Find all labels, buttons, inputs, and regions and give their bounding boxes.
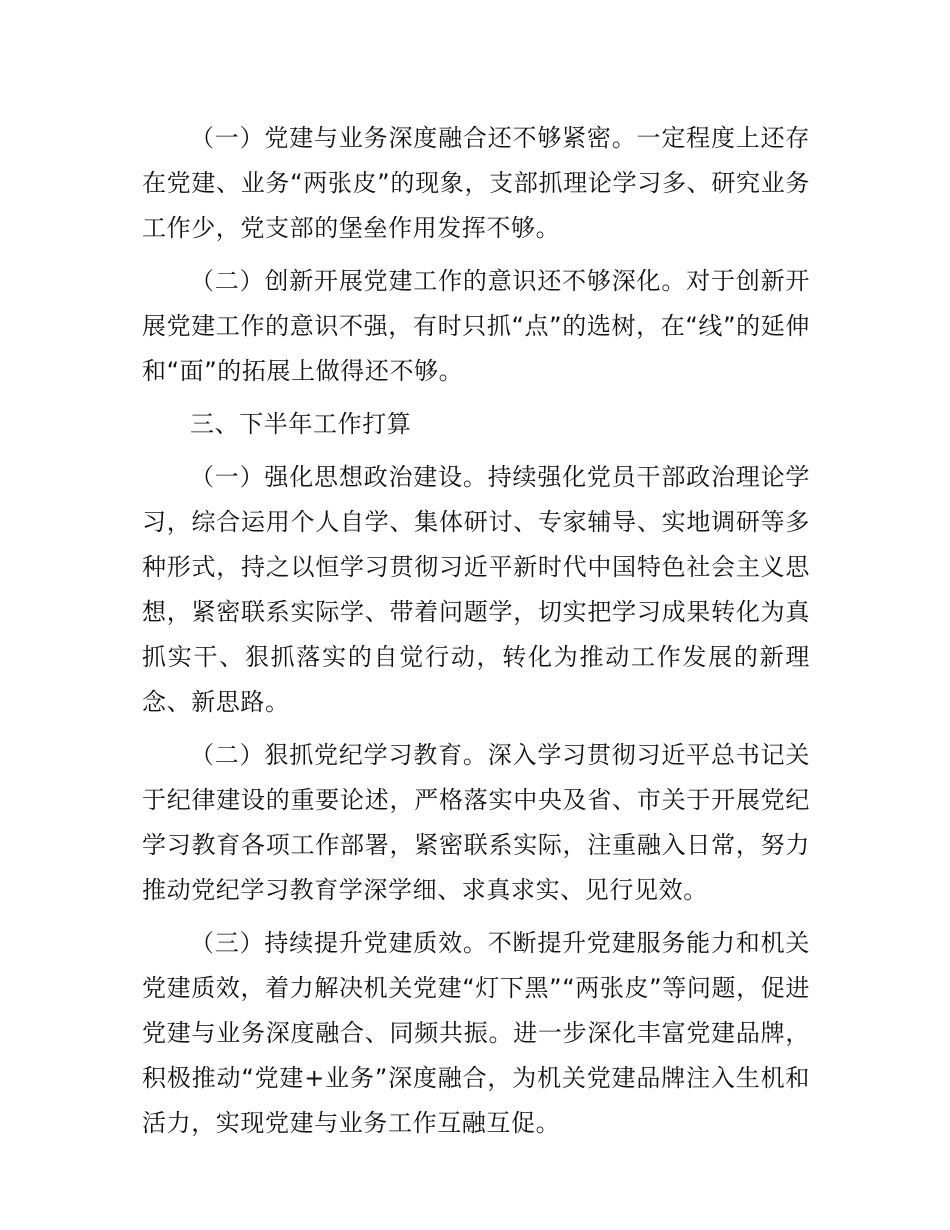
paragraph-innovation-issue: （二）创新开展党建工作的意识还不够深化。对于创新开展党建工作的意识不强，有时只抓“点”的选树，在“线”的延伸和“面”的拓展上做得还不够。 xyxy=(142,267,810,385)
section-heading-plan: 三、下半年工作打算 xyxy=(190,410,412,438)
document-page xyxy=(142,116,810,1154)
paragraph-discipline-education: （二）狠抓党纪学习教育。深入学习贯彻习近平总书记关于纪律建设的重要论述，严格落实中央及省、市关于开展党纪学习教育各项工作部署，紧密联系实际，注重融入日常，努力推动党纪学习教育学深学细、求真求实、见行见效。 xyxy=(142,741,810,904)
paragraph-political-building: （一）强化思想政治建设。持续强化党员干部政治理论学习，综合运用个人自学、集体研讨、专家辅导、实地调研等多种形式，持之以恒学习贯彻习近平新时代中国特色社会主义思想，紧密联系实际学、带着问题学，切实把学习成果转化为真抓实干、狠抓落实的自觉行动，转化为推动工作发展的新理念、新思路。 xyxy=(142,463,810,716)
paragraph-integration-issue: （一）党建与业务深度融合还不够紧密。一定程度上还存在党建、业务“两张皮”的现象，支部抓理论学习多、研究业务工作少，党支部的堡垒作用发挥不够。 xyxy=(142,124,810,242)
paragraph-party-quality: （三）持续提升党建质效。不断提升党建服务能力和机关党建质效，着力解决机关党建“灯下黑”“两张皮”等问题，促进党建与业务深度融合、同频共振。进一步深化丰富党建品牌，积极推动“党建+业务”深度融合，为机关党建品牌注入生机和活力，实现党建与业务工作互融互促。 xyxy=(142,929,810,1137)
